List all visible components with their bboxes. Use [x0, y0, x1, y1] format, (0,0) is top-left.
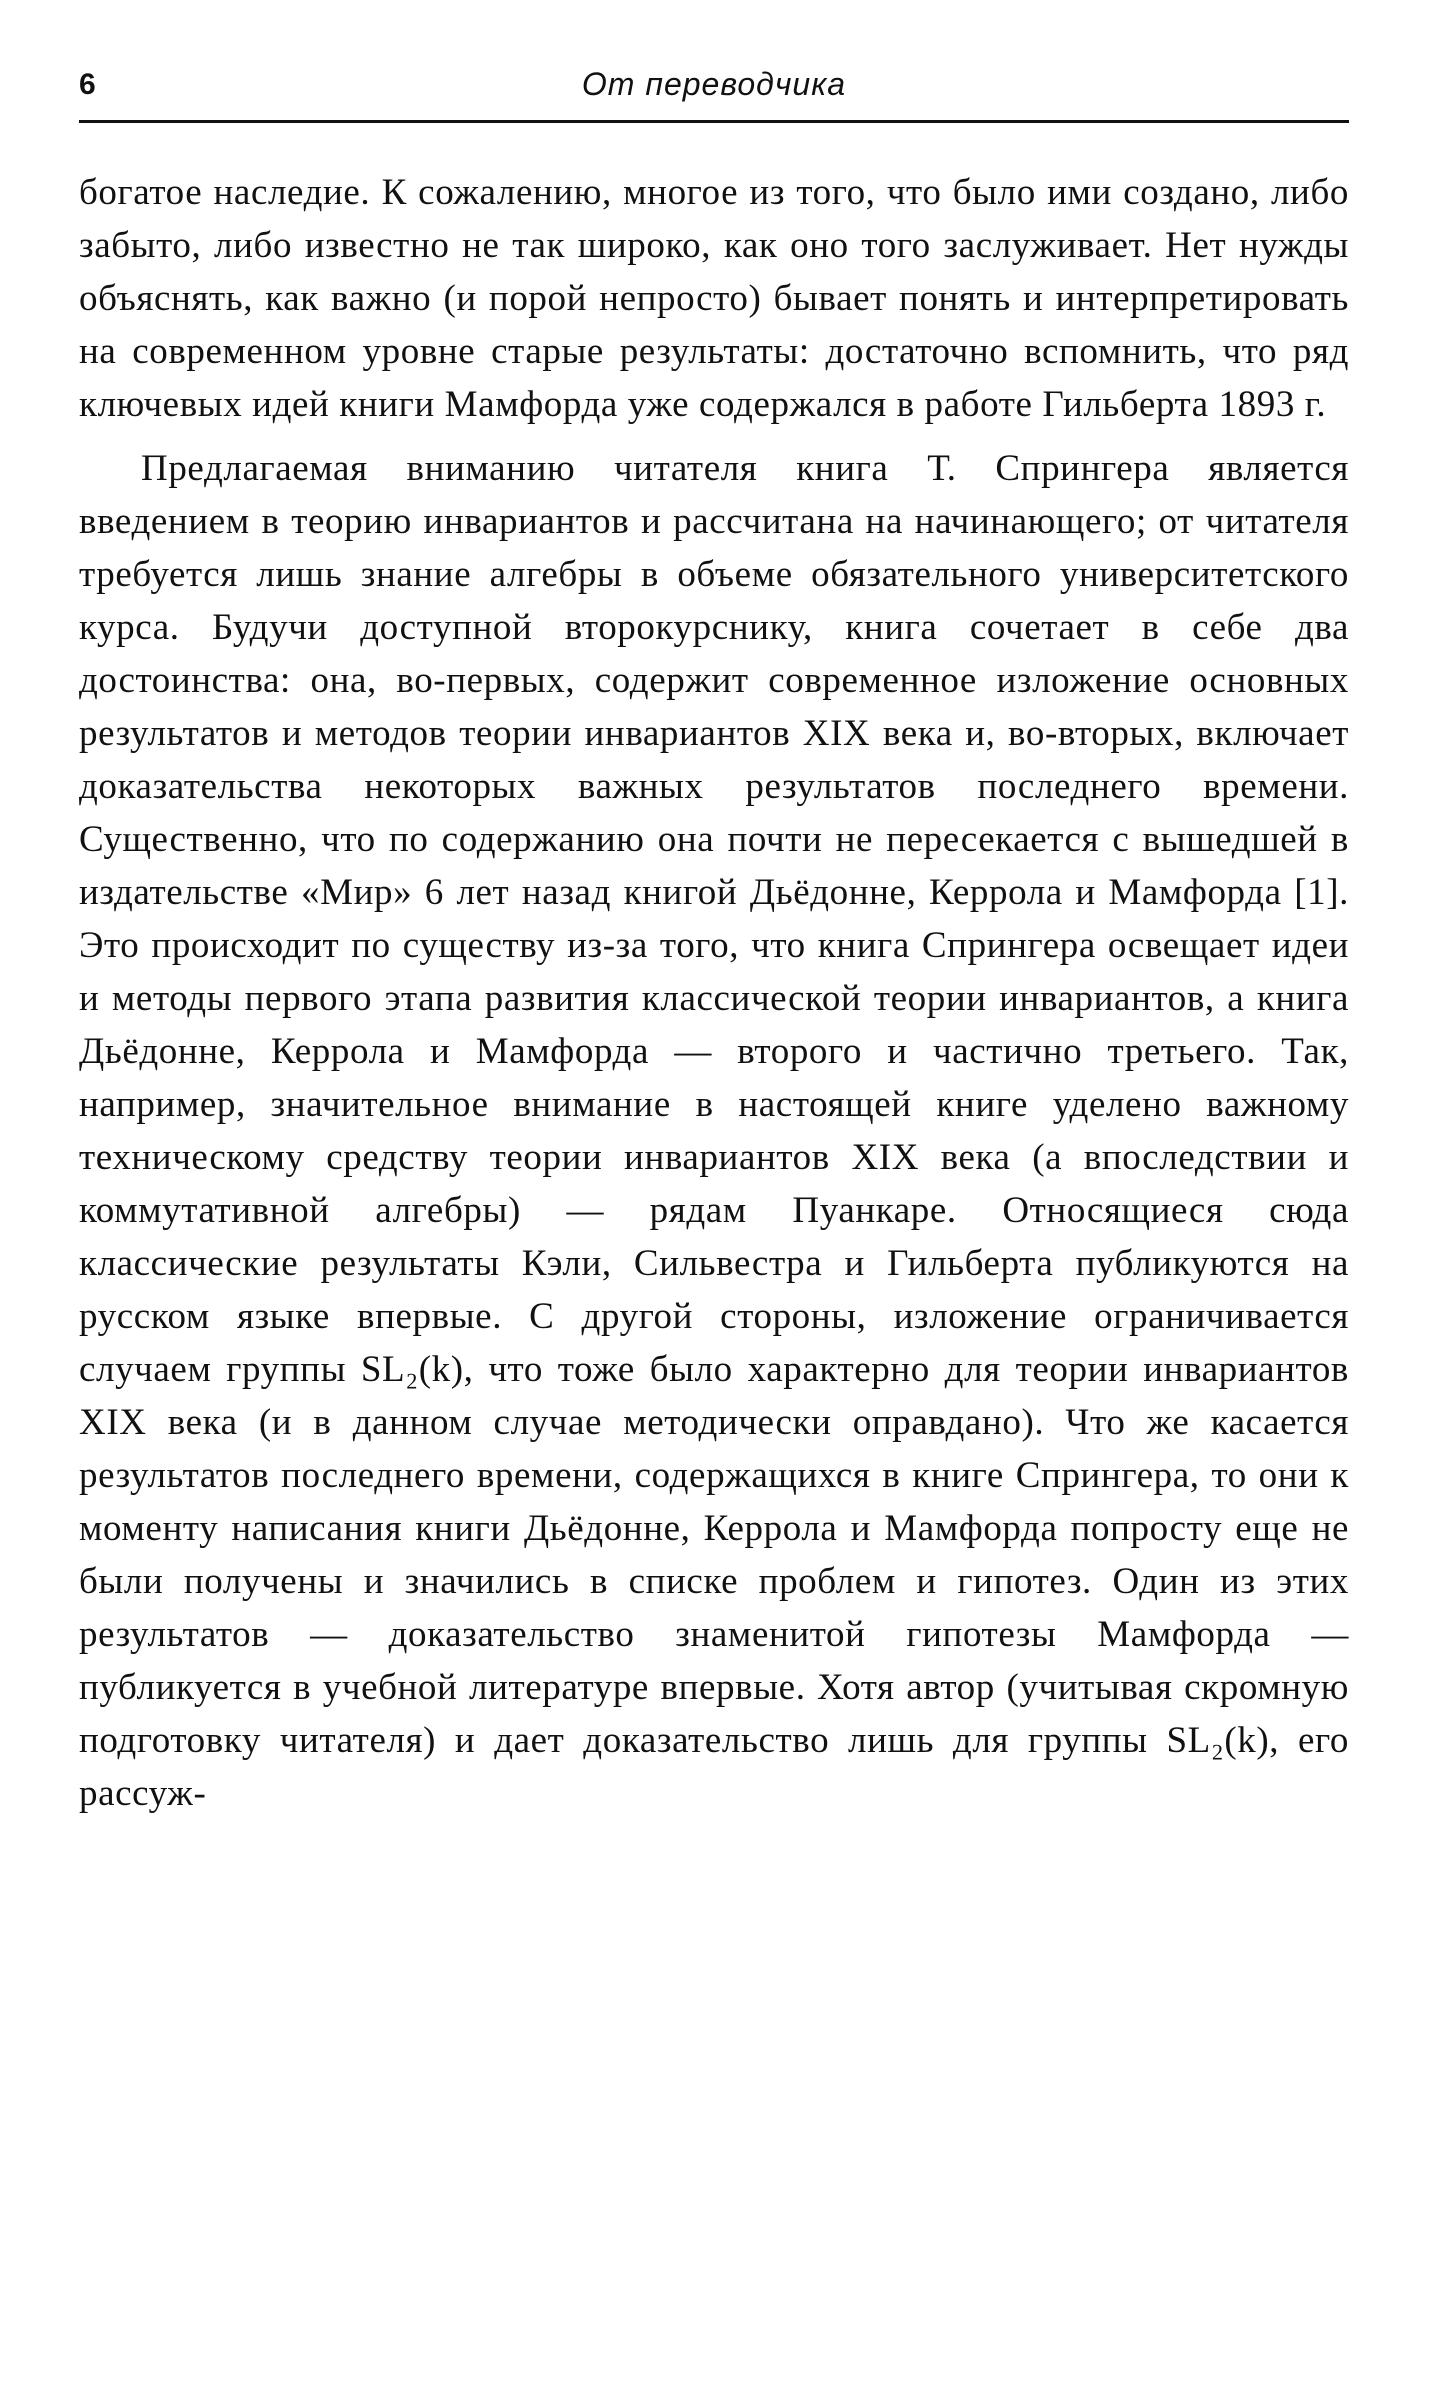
book-page — [79, 64, 1349, 1820]
body-text — [79, 166, 1349, 1820]
page-header — [79, 64, 1349, 124]
paragraph: Предлагаемая вниманию читателя книга Т. Спрингера является введением в теорию инвариантов и рассчитана на начинающего; от читателя требуется лишь знание алгебры в объеме обязательного университетского курса. Будучи доступной второкурснику, книга сочетает в себе два достоинства: она, во-первых, содержит современное изложение основных результатов и методов теории инвариантов XIX века и, во-вторых, включает доказательства некоторых важных результатов последнего времени. Существенно, что по содержанию она почти не пересекается с вышедшей в издательстве «Мир» 6 лет назад книгой Дьёдонне, Керрола и Мамфорда [1]. Это происходит по существу из-за того, что книга Спрингера освещает идеи и методы первого этапа развития классической теории инвариантов, а книга Дьёдонне, Керрола и Мамфорда — второго и частично третьего. Так, например, значительное внимание в настоящей книге уделено важному техническому средству теории инвариантов XIX века (а впоследствии и коммутативной алгебры) — рядам Пуанкаре. Относящиеся сюда классические результаты Кэли, Сильвестра и Гильберта публикуются на русском языке впервые. С другой стороны, изложение ограничивается случаем группы SL₂(k), что тоже было характерно для теории инвариантов XIX века (и в данном случае методически оправдано). Что же касается результатов последнего времени, содержащихся в книге Спрингера, то они к моменту написания книги Дьёдонне, Керрола и Мамфорда попросту еще не были получены и значились в списке проблем и гипотез. Один из этих результатов — доказательство знаменитой гипотезы Мамфорда — публикуется в учебной литературе впервые. Хотя автор (учитывая скромную подготовку читателя) и дает доказательство лишь для группы SL₂(k), его рассуж- — [79, 448, 1349, 1814]
running-title: От переводчика — [581, 66, 847, 102]
page-number: 6 — [79, 68, 96, 101]
header-rule — [79, 120, 1349, 123]
paragraph-continued: богатое наследие. К сожалению, многое из того, что было ими создано, либо забыто, либо известно не так широко, как оно того заслуживает. Нет нужды объяснять, как важно (и порой непросто) бывает понять и интерпретировать на современном уровне старые результаты: достаточно вспомнить, что ряд ключевых идей книги Мамфорда уже содержался в работе Гильберта 1893 г. — [79, 172, 1349, 425]
